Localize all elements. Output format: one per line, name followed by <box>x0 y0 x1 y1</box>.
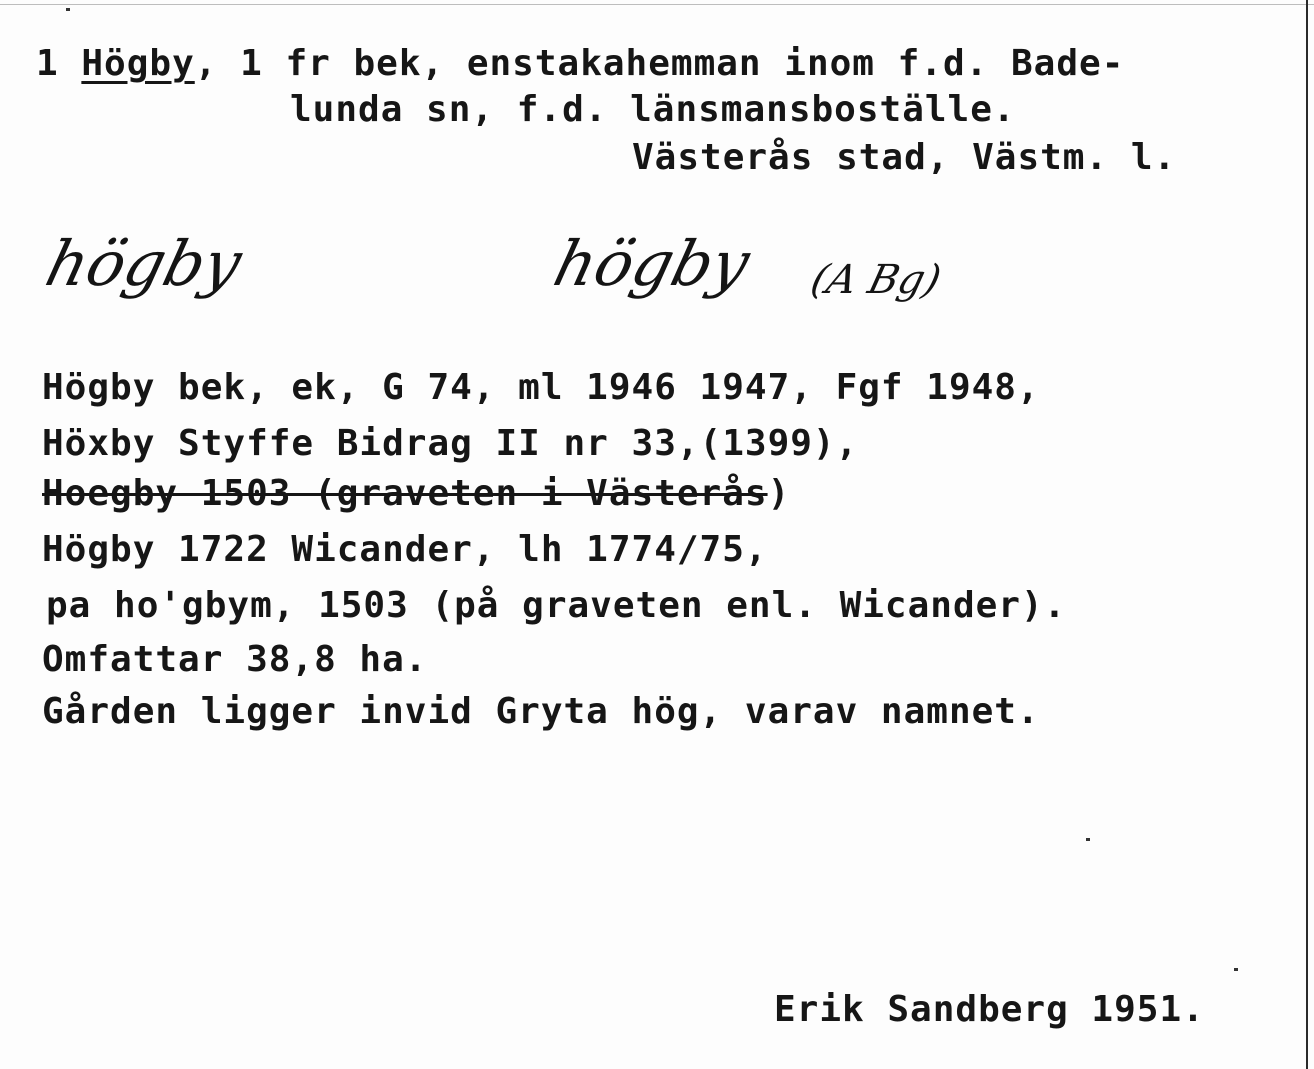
entry-number: 1 <box>36 43 59 84</box>
body-line-3 <box>42 472 790 516</box>
struck-text: Hoegby 1503 (graveten i Västerås <box>42 473 768 514</box>
closing-paren: ) <box>767 473 791 514</box>
top-edge <box>0 4 1314 5</box>
header-line-1 <box>36 42 1124 86</box>
handwritten-right-note: (A Bg) <box>806 257 946 303</box>
scan-speck <box>1086 838 1090 841</box>
signature: Erik Sandberg 1951. <box>774 989 1205 1030</box>
body-line-1: Högby bek, ek, G 74, ml 1946 1947, Fgf 1948, <box>42 367 1040 408</box>
body-line-6: Omfattar 38,8 ha. <box>42 639 428 680</box>
body-line-4: Högby 1722 Wicander, lh 1774/75, <box>42 529 768 570</box>
body-line-5: pa ho'gbym, 1503 (på graveten enl. Wicander). <box>46 585 1067 626</box>
header-line-3: Västerås stad, Västm. l. <box>632 137 1177 178</box>
body-line-2: Höxby Styffe Bidrag II nr 33,(1399), <box>42 423 859 464</box>
header-line-1-rest: , 1 fr bek, enstakahemman inom f.d. Bade- <box>194 43 1125 84</box>
scan-speck <box>1234 968 1238 971</box>
header-line-2: lunda sn, f.d. länsmansboställe. <box>290 89 1016 130</box>
handwritten-right: högby <box>547 227 757 300</box>
entry-name: Högby <box>81 43 195 84</box>
right-edge <box>1306 0 1308 1069</box>
scan-speck <box>66 8 70 11</box>
handwritten-left: högby <box>39 227 249 300</box>
body-line-7: Gården ligger invid Gryta hög, varav namnet. <box>42 691 1040 732</box>
